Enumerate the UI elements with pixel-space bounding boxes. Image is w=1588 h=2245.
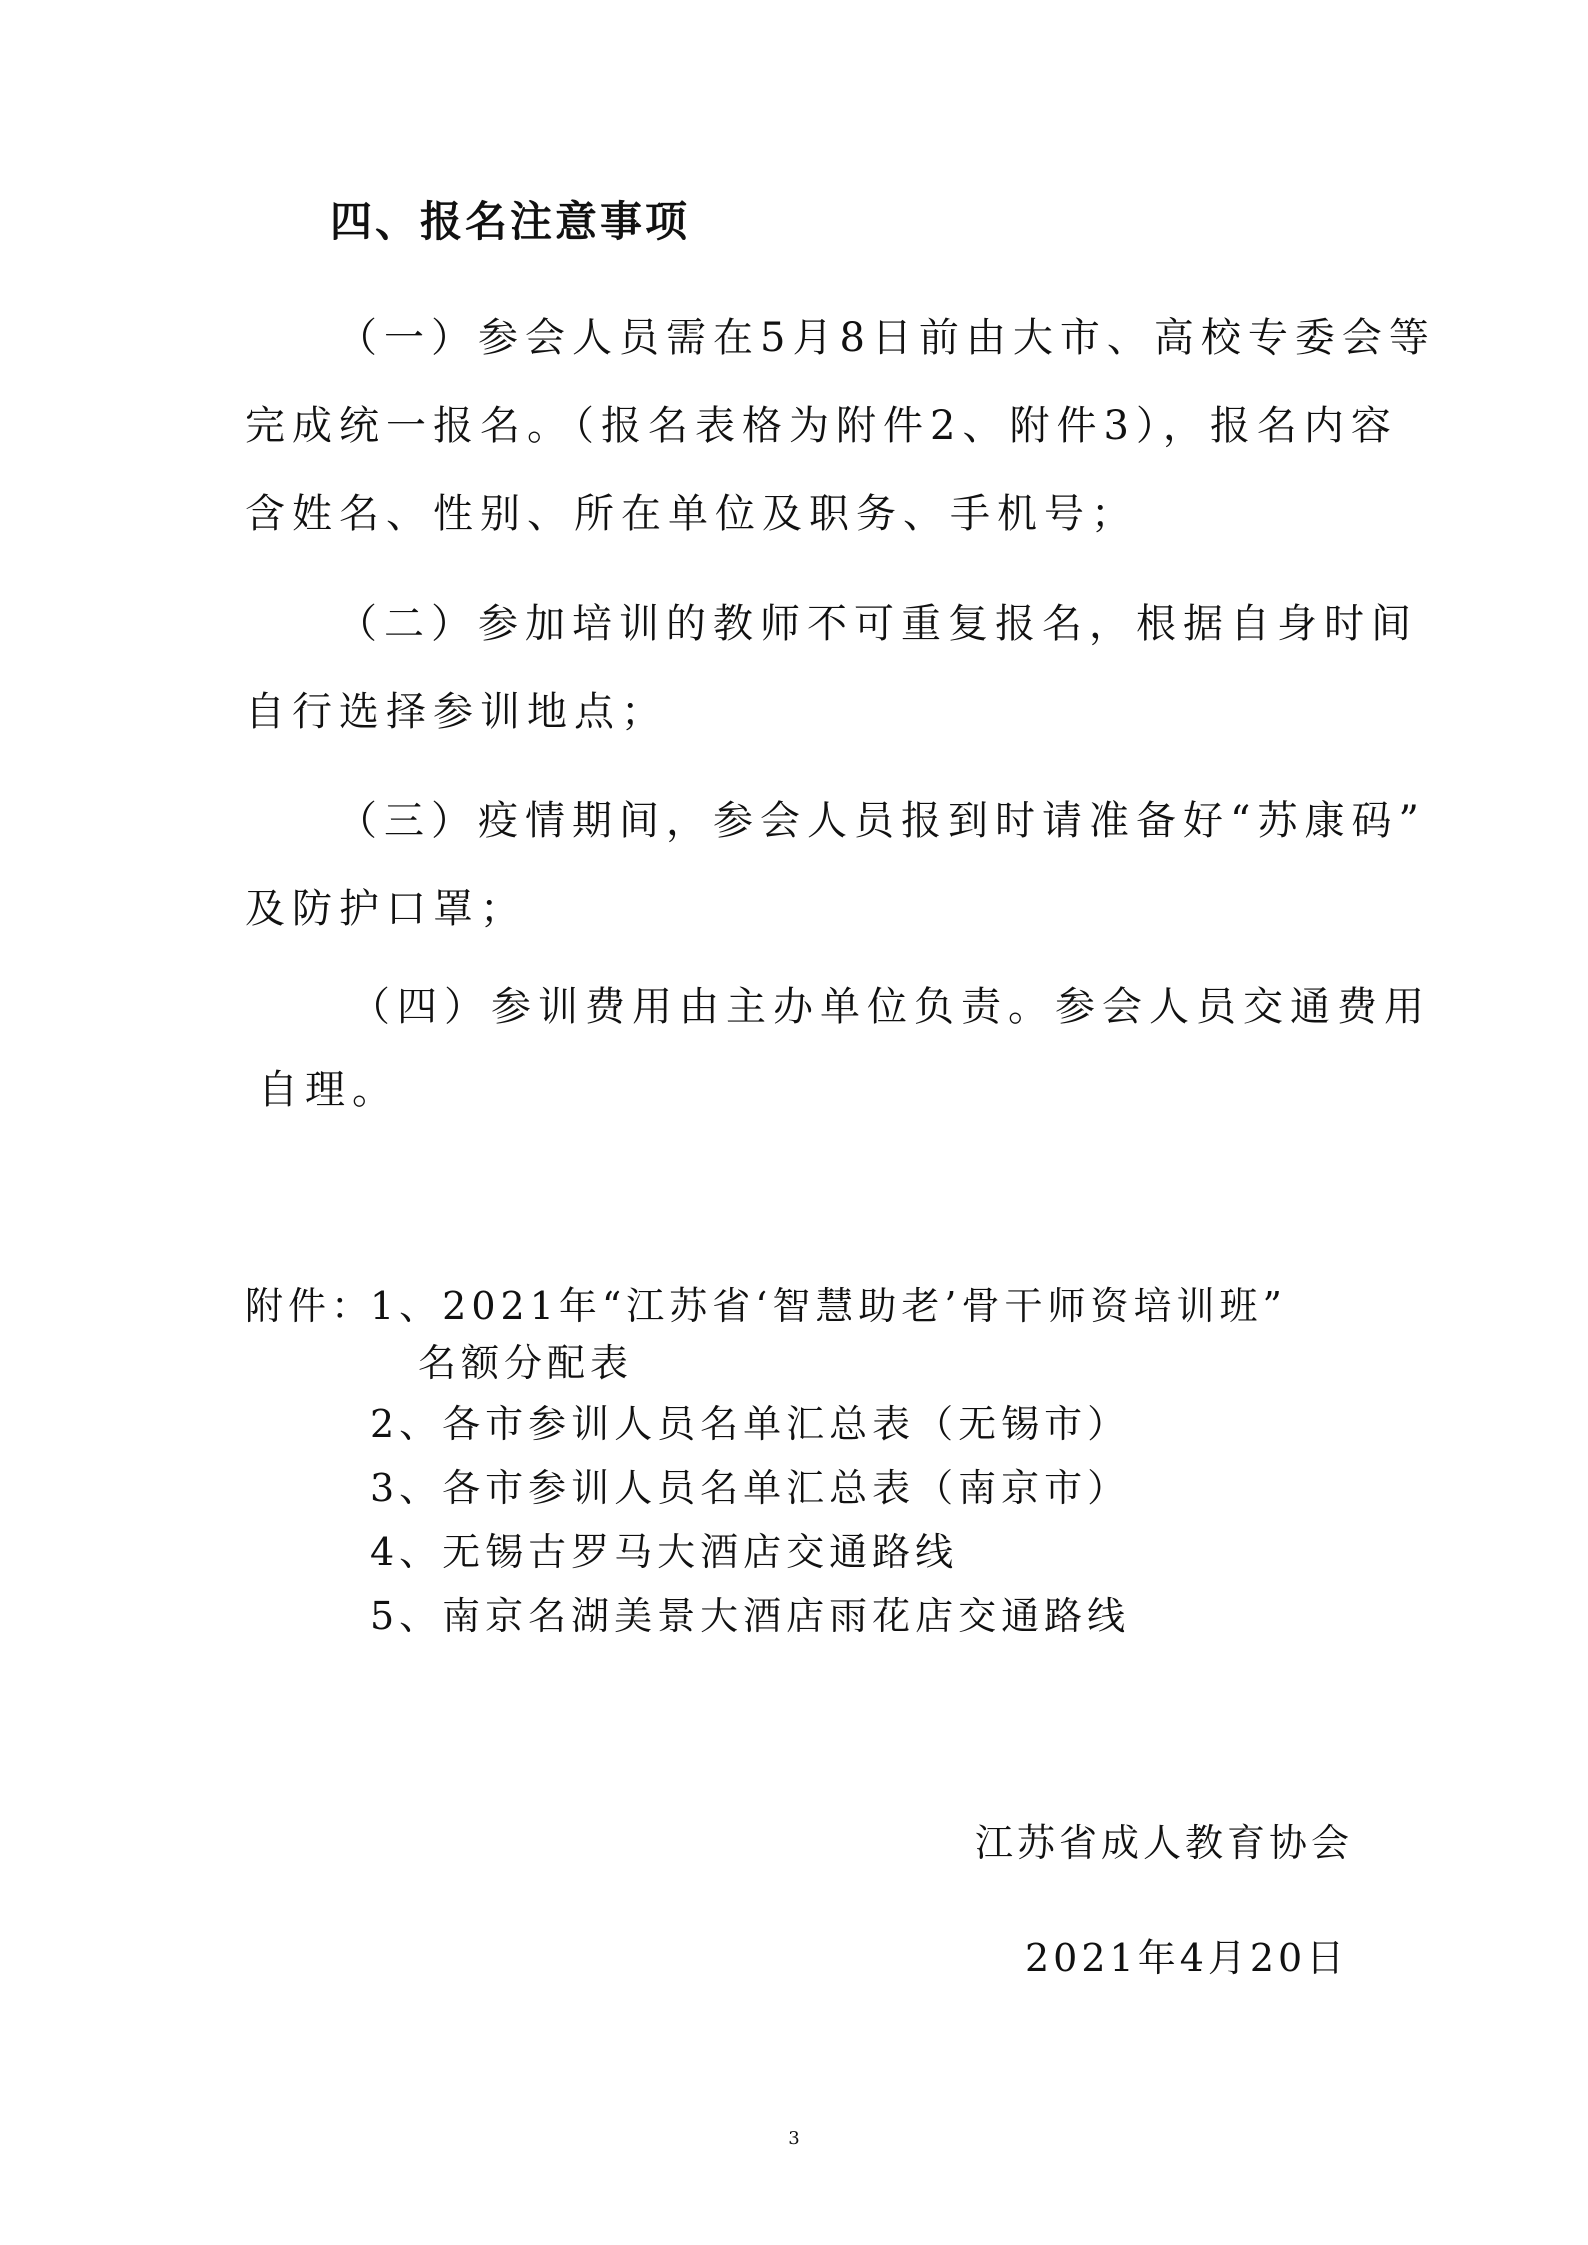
notice-item-4-line-1: （四）参训费用由主办单位负责。参会人员交通费用	[350, 984, 1431, 1030]
notice-item-2-line-1: （二）参加培训的教师不可重复报名，根据自身时间	[337, 601, 1418, 647]
notice-item-3-line-2: 及防护口罩；	[245, 886, 527, 932]
attachment-entry-3: 3、各市参训人员名单汇总表（南京市）	[370, 1466, 1131, 1510]
notice-item-1-line-2: 完成统一报名。（报名表格为附件2、附件3），报名内容	[245, 403, 1398, 449]
attachment-entry-5: 5、南京名湖美景大酒店雨花店交通路线	[370, 1594, 1131, 1638]
page-number: 3	[788, 2128, 800, 2149]
notice-item-1-line-1: （一）参会人员需在5月8日前由大市、高校专委会等	[337, 315, 1436, 361]
attachment-entry-1-continuation: 名额分配表	[418, 1341, 634, 1385]
signature-organization: 江苏省成人教育协会	[975, 1821, 1354, 1865]
attachments-label: 附件：	[245, 1284, 375, 1328]
attachment-entry-2: 2、各市参训人员名单汇总表（无锡市）	[370, 1402, 1131, 1446]
section-heading: 四、报名注意事项	[330, 197, 691, 246]
notice-item-1-line-3: 含姓名、性别、所在单位及职务、手机号；	[245, 491, 1138, 537]
notice-item-4-line-2: 自理。	[258, 1067, 399, 1113]
notice-item-2-line-2: 自行选择参训地点；	[245, 689, 668, 735]
notice-item-3-line-1: （三）疫情期间，参会人员报到时请准备好“苏康码”	[337, 798, 1426, 844]
attachment-entry-1: 1、2021年“江苏省‘智慧助老’骨干师资培训班”	[370, 1284, 1287, 1328]
attachment-entry-4: 4、无锡古罗马大酒店交通路线	[370, 1530, 959, 1574]
signature-date: 2021年4月20日	[1025, 1936, 1349, 1980]
